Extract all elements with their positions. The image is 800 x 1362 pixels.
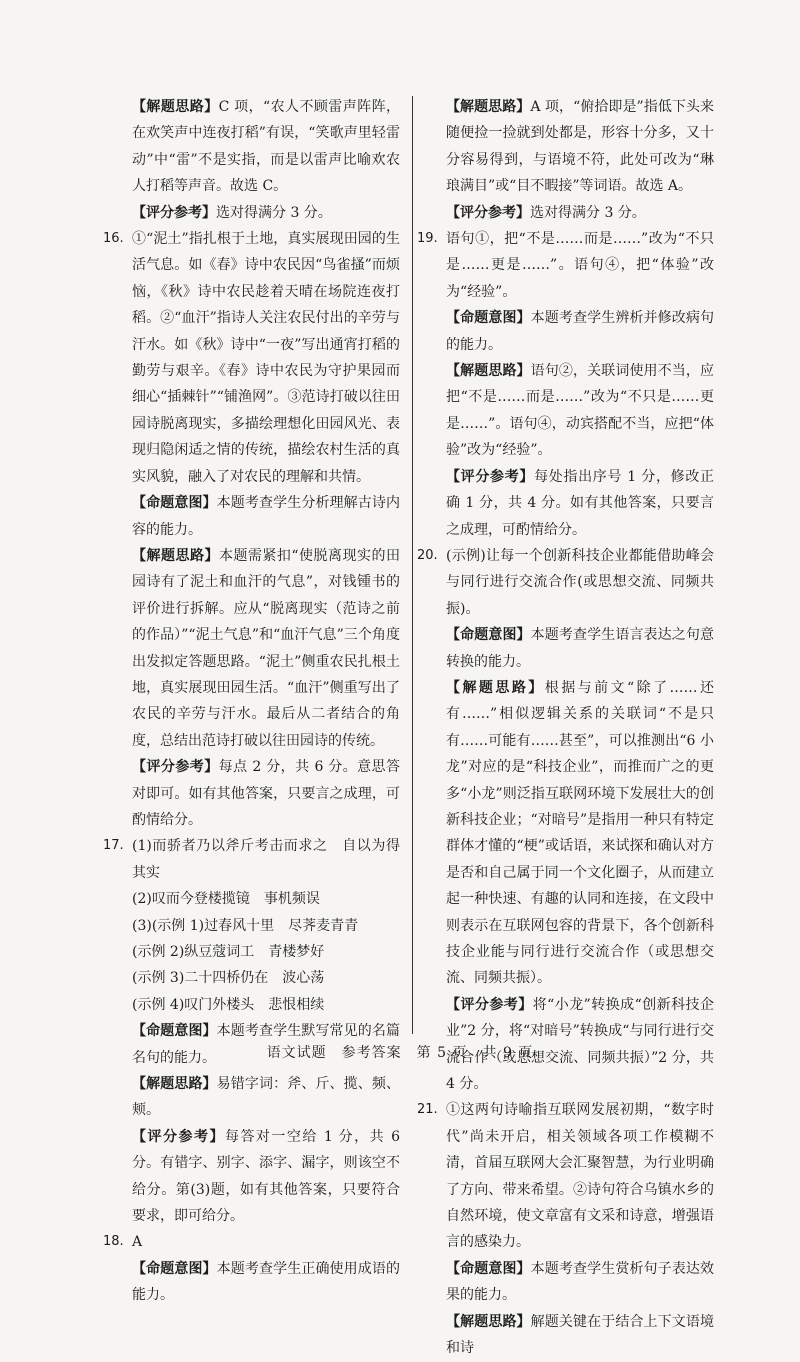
block-text: 易错字词：斧、斤、揽、频、颊。 <box>132 1076 401 1119</box>
section-tag: 【解题思路】 <box>446 679 545 696</box>
answer-text: (示例)让每一个创新科技企业都能借助峰会与同行进行交流合作(或思想交流、同频共振)。 <box>446 547 714 617</box>
section-tag: 【命题意图】 <box>132 1023 217 1040</box>
question-answer <box>417 543 714 622</box>
answer-text: ①“泥土”指扎根于土地，真实展现田园的生活气息。如《春》诗中农民因“鸟雀搔”而烦恼，《秋》诗中农民趁着天晴在场院连夜打稻。②“血汗”指诗人关注农民付出的辛劳与汗水。如《秋》诗中“一夜”写出通宵打稻的勤劳与艰辛。《春》诗中农民为守护果园而细心“插棘针”“铺渔网”。③范诗打破以往田园诗脱离现实，多描绘理想化田园风光、表现归隐闲适之情的传统，描绘农村生活的真实风貌，融入了对农民的理解和共情。 <box>132 231 400 485</box>
section-tag: 【命题意图】 <box>132 1260 217 1277</box>
answer-line <box>112 965 400 991</box>
column-divider <box>412 96 413 1034</box>
answer-block <box>112 543 400 754</box>
block-text: 选对得满分 3 分。 <box>216 204 332 221</box>
block-text: 本题考查学生默写常见的名篇名句的能力。 <box>132 1023 401 1066</box>
answer-line <box>112 992 400 1018</box>
section-tag: 【命题意图】 <box>446 310 531 327</box>
question-number: 18. <box>103 1234 124 1250</box>
block-text: 本题需紧扣“使脱离现实的田园诗有了泥土和血汗的气息”，对钱锺书的评价进行拆解。应从“脱离现实（范诗之前的作品）”“泥土气息”和“血汗气息”三个角度出发拟定答题思路。“泥土”侧重农民扎根土地，真实展现田园生活。“血汗”侧重写出了农民的辛劳与汗水。最后从二者结合的角度，总结出范诗打破以往田园诗的传统。 <box>132 547 400 749</box>
section-tag: 【命题意图】 <box>446 1260 531 1277</box>
block-text: 每处指出序号 1 分，修改正确 1 分，共 4 分。如有其他答案，只要言之成理，可酌情给分。 <box>446 468 714 538</box>
block-text: 本题考查学生赏析句子表达效果的能力。 <box>446 1260 715 1304</box>
question-number: 20. <box>417 547 438 563</box>
section-tag: 【解题思路】 <box>446 363 531 380</box>
answer-line <box>112 886 400 912</box>
question-number: 17. <box>103 838 124 854</box>
answer-text: (示例 3)二十四桥仍在 波心荡 <box>132 970 325 987</box>
answer-block <box>112 94 400 200</box>
section-tag: 【命题意图】 <box>446 627 531 644</box>
answer-block <box>426 1256 714 1309</box>
section-tag: 【解题思路】 <box>446 99 531 115</box>
answer-block <box>426 358 714 464</box>
answer-block <box>426 305 714 358</box>
question-answer <box>417 1097 714 1255</box>
right-column <box>417 94 715 1362</box>
answer-block <box>112 200 400 226</box>
section-tag: 【解题思路】 <box>446 1313 531 1330</box>
block-text: 语句②，关联词使用不当，应把“不是……而是……”改为“不只是……更是……”。语句④，动宾搭配不当，应把“体验”改为“经验”。 <box>446 363 715 459</box>
block-text: 将“小龙”转换成“创新科技企业”2 分，将“对暗号”转换成“与同行进行交流合作（或思想交流、同频共振）”2 分，共 4 分。 <box>446 996 715 1093</box>
answer-block <box>426 675 714 992</box>
answer-text: (示例 2)纵豆蔻词工 青楼梦好 <box>132 944 325 960</box>
block-text: A 项，“俯拾即是”指低下头来随便捡一捡就到处都是，形容十分多，又十分容易得到，与语境不符，此处可改为“琳琅满目”或“目不暇接”等词语。故选 A。 <box>446 99 715 195</box>
section-tag: 【评分参考】 <box>446 468 535 485</box>
answer-text: (示例 4)叹门外楼头 悲恨相续 <box>132 996 325 1013</box>
block-text: 本题考查学生分析理解古诗内容的能力。 <box>132 495 401 538</box>
answer-line <box>112 939 400 965</box>
left-column <box>103 94 401 1309</box>
answer-block <box>426 622 714 675</box>
section-tag: 【评分参考】 <box>446 204 530 221</box>
answer-text: A <box>132 1234 143 1251</box>
section-tag: 【解题思路】 <box>132 547 219 564</box>
block-text: 根据与前文“除了……还有……”相似逻辑关系的关联词“不是只有……可能有……甚至”，可以推测出“6 小龙”对应的是“科技企业”，而推而广之的更多“小龙”则泛指互联网环境下发展壮大的创新科技企业；“对暗号”是指用一种只有特定群体才懂的“梗”或话语，来试探和确认对方是否和自己属于同一个文化圈子，从而建立起一种快速、有趣的认同和连接，在文段中则表示在互联网包容的背景下，各个创新科技企业能与同行进行交流合作（或思想交流、同频共振）。 <box>446 679 714 987</box>
block-text: 解题关键在于结合上下文语境和诗 <box>446 1313 715 1357</box>
answer-block <box>112 754 400 833</box>
block-text: 选对得满分 3 分。 <box>530 204 646 221</box>
answer-text: (2)叹而今登楼揽镜 事机频误 <box>132 891 320 908</box>
answer-block <box>112 490 400 543</box>
question-answer <box>103 226 400 490</box>
section-tag: 【命题意图】 <box>132 495 217 512</box>
question-number: 19. <box>417 231 438 247</box>
block-text: 本题考查学生辨析并修改病句的能力。 <box>446 310 715 353</box>
block-text: 本题考查学生正确使用成语的能力。 <box>132 1260 401 1304</box>
answer-block <box>426 94 714 200</box>
answer-text: 语句①，把“不是……而是……”改为“不只是……更是……”。语句④，把“体验”改为“经验”。 <box>446 231 714 300</box>
question-number: 16. <box>103 231 124 247</box>
answer-block <box>112 1256 400 1309</box>
question-answer <box>417 226 714 305</box>
answer-block <box>426 1309 714 1362</box>
question-answer <box>103 1229 400 1255</box>
answer-text: ①这两句诗喻指互联网发展初期，“数字时代”尚未开启，相关领域各项工作模糊不清，首届互联网大会汇聚智慧，为行业明确了方向、带来希望。②诗句符合乌镇水乡的自然环境，使文章富有文采和诗意，增强语言的感染力。 <box>446 1102 714 1251</box>
section-tag: 【评分参考】 <box>132 759 219 776</box>
block-text: C 项，“农人不顾雷声阵阵，在欢笑声中连夜打稻”有误，“笑歌声里轻雷动”中“雷”不是实指，而是以雷声比喻欢农人打稻等声音。故选 C。 <box>132 99 400 195</box>
section-tag: 【评分参考】 <box>446 996 533 1013</box>
question-answer <box>103 833 400 886</box>
section-tag: 【评分参考】 <box>132 1128 225 1145</box>
block-text: 每答对一空给 1 分，共 6 分。有错字、别字、添字、漏字，则该空不给分。第(3)题，如有其他答案，只要符合要求，即可给分。 <box>132 1128 401 1225</box>
section-tag: 【评分参考】 <box>132 204 216 221</box>
answer-line <box>112 913 400 939</box>
page-footer: 语文试题 参考答案 第 5 页 共 9 页 <box>266 1045 534 1061</box>
answer-block <box>112 1071 400 1124</box>
question-number: 21. <box>417 1102 438 1118</box>
section-tag: 【解题思路】 <box>132 1076 217 1093</box>
block-text: 每点 2 分，共 6 分。意思答对即可。如有其他答案，只要言之成理，可酌情给分。 <box>132 759 401 828</box>
block-text: 本题考查学生语言表达之句意转换的能力。 <box>446 627 715 670</box>
answer-block <box>426 464 714 543</box>
answer-text: (3)(示例 1)过春风十里 尽荠麦青青 <box>132 917 359 934</box>
answer-block <box>112 1124 400 1230</box>
answer-block <box>426 200 714 226</box>
section-tag: 【解题思路】 <box>132 99 219 115</box>
answer-text: (1)而骄者乃以斧斤考击而求之 自以为得其实 <box>132 838 400 881</box>
